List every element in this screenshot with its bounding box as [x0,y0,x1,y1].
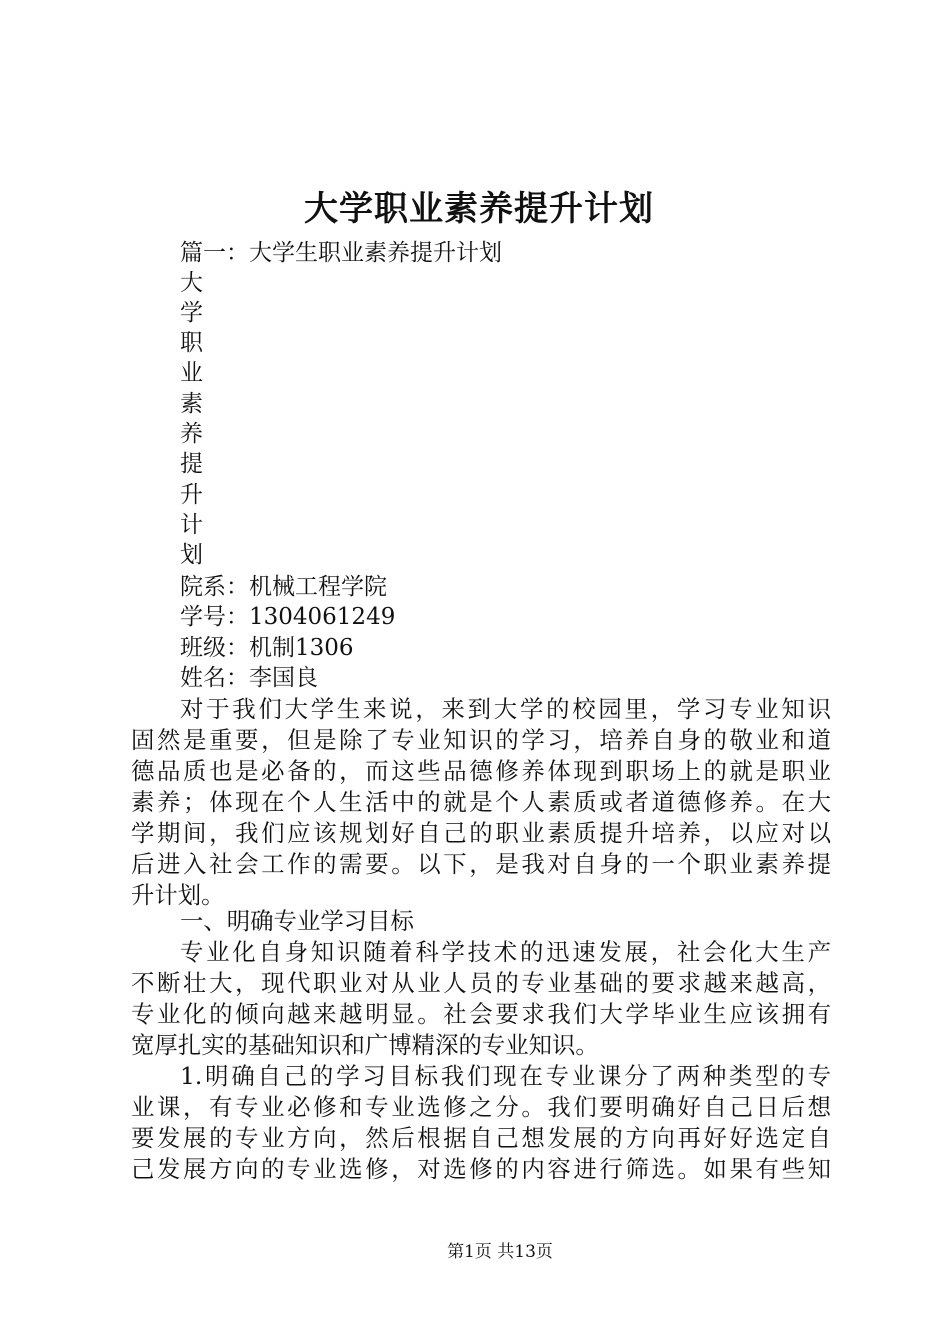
section-heading: 篇一：大学生职业素养提升计划 [180,240,502,266]
vertical-title-char: 业 [180,360,203,386]
page-title: 大学职业素养提升计划 [304,189,654,229]
paragraph-line: 素养；体现在个人生活中的就是个人素质或者道德修养。在大 [131,788,831,816]
vertical-title-char: 升 [180,482,203,508]
vertical-title-char: 养 [180,421,203,447]
paragraph-line: 要发展的专业方向，然后根据自己想发展的方向再好好选定自 [131,1124,831,1152]
paragraph-line: 德品质也是必备的，而这些品德修养体现到职场上的就是职业 [131,757,831,785]
vertical-title-char: 素 [180,391,203,417]
paragraph-line: 升计划。 [131,881,225,909]
info-department: 院系：机械工程学院 [180,574,387,600]
vertical-title-char: 计 [180,512,203,538]
paragraph-line: 专业化自身知识随着科学技术的迅速发展，社会化大生产 [180,938,831,966]
paragraph-line: 固然是重要，但是除了专业知识的学习，培养自身的敬业和道 [131,726,831,754]
paragraph-line: 宽厚扎实的基础知识和广博精深的专业知识。 [131,1031,599,1059]
paragraph-line: 后进入社会工作的需要。以下，是我对自身的一个职业素养提 [131,850,831,878]
vertical-title-char: 划 [180,542,203,568]
paragraph-line: 不断壮大，现代职业对从业人员的专业基础的要求越来越高， [131,969,831,997]
paragraph-line: 对于我们大学生来说，来到大学的校园里，学习专业知识 [180,695,831,723]
paragraph-line: 学期间，我们应该规划好自己的职业素质提升培养，以应对以 [131,819,831,847]
paragraph-line: 一、明确专业学习目标 [180,907,414,935]
vertical-title-char: 学 [180,300,203,326]
paragraph-line: 己发展方向的专业选修，对选修的内容进行筛选。如果有些知 [131,1155,831,1183]
info-student-id: 学号：1304061249 [180,604,396,630]
paragraph-line: 1.明确自己的学习目标我们现在专业课分了两种类型的专 [180,1062,831,1090]
vertical-title-char: 职 [180,330,203,356]
info-name: 姓名：李国良 [180,665,318,691]
vertical-title-char: 大 [180,270,203,296]
vertical-title-char: 提 [180,451,203,477]
info-class: 班级：机制1306 [180,635,354,661]
paragraph-line: 专业化的倾向越来越明显。社会要求我们大学毕业生应该拥有 [131,1000,831,1028]
paragraph-line: 业课，有专业必修和专业选修之分。我们要明确好自己日后想 [131,1093,831,1121]
page-footer: 第1页 共13页 [447,1242,553,1262]
